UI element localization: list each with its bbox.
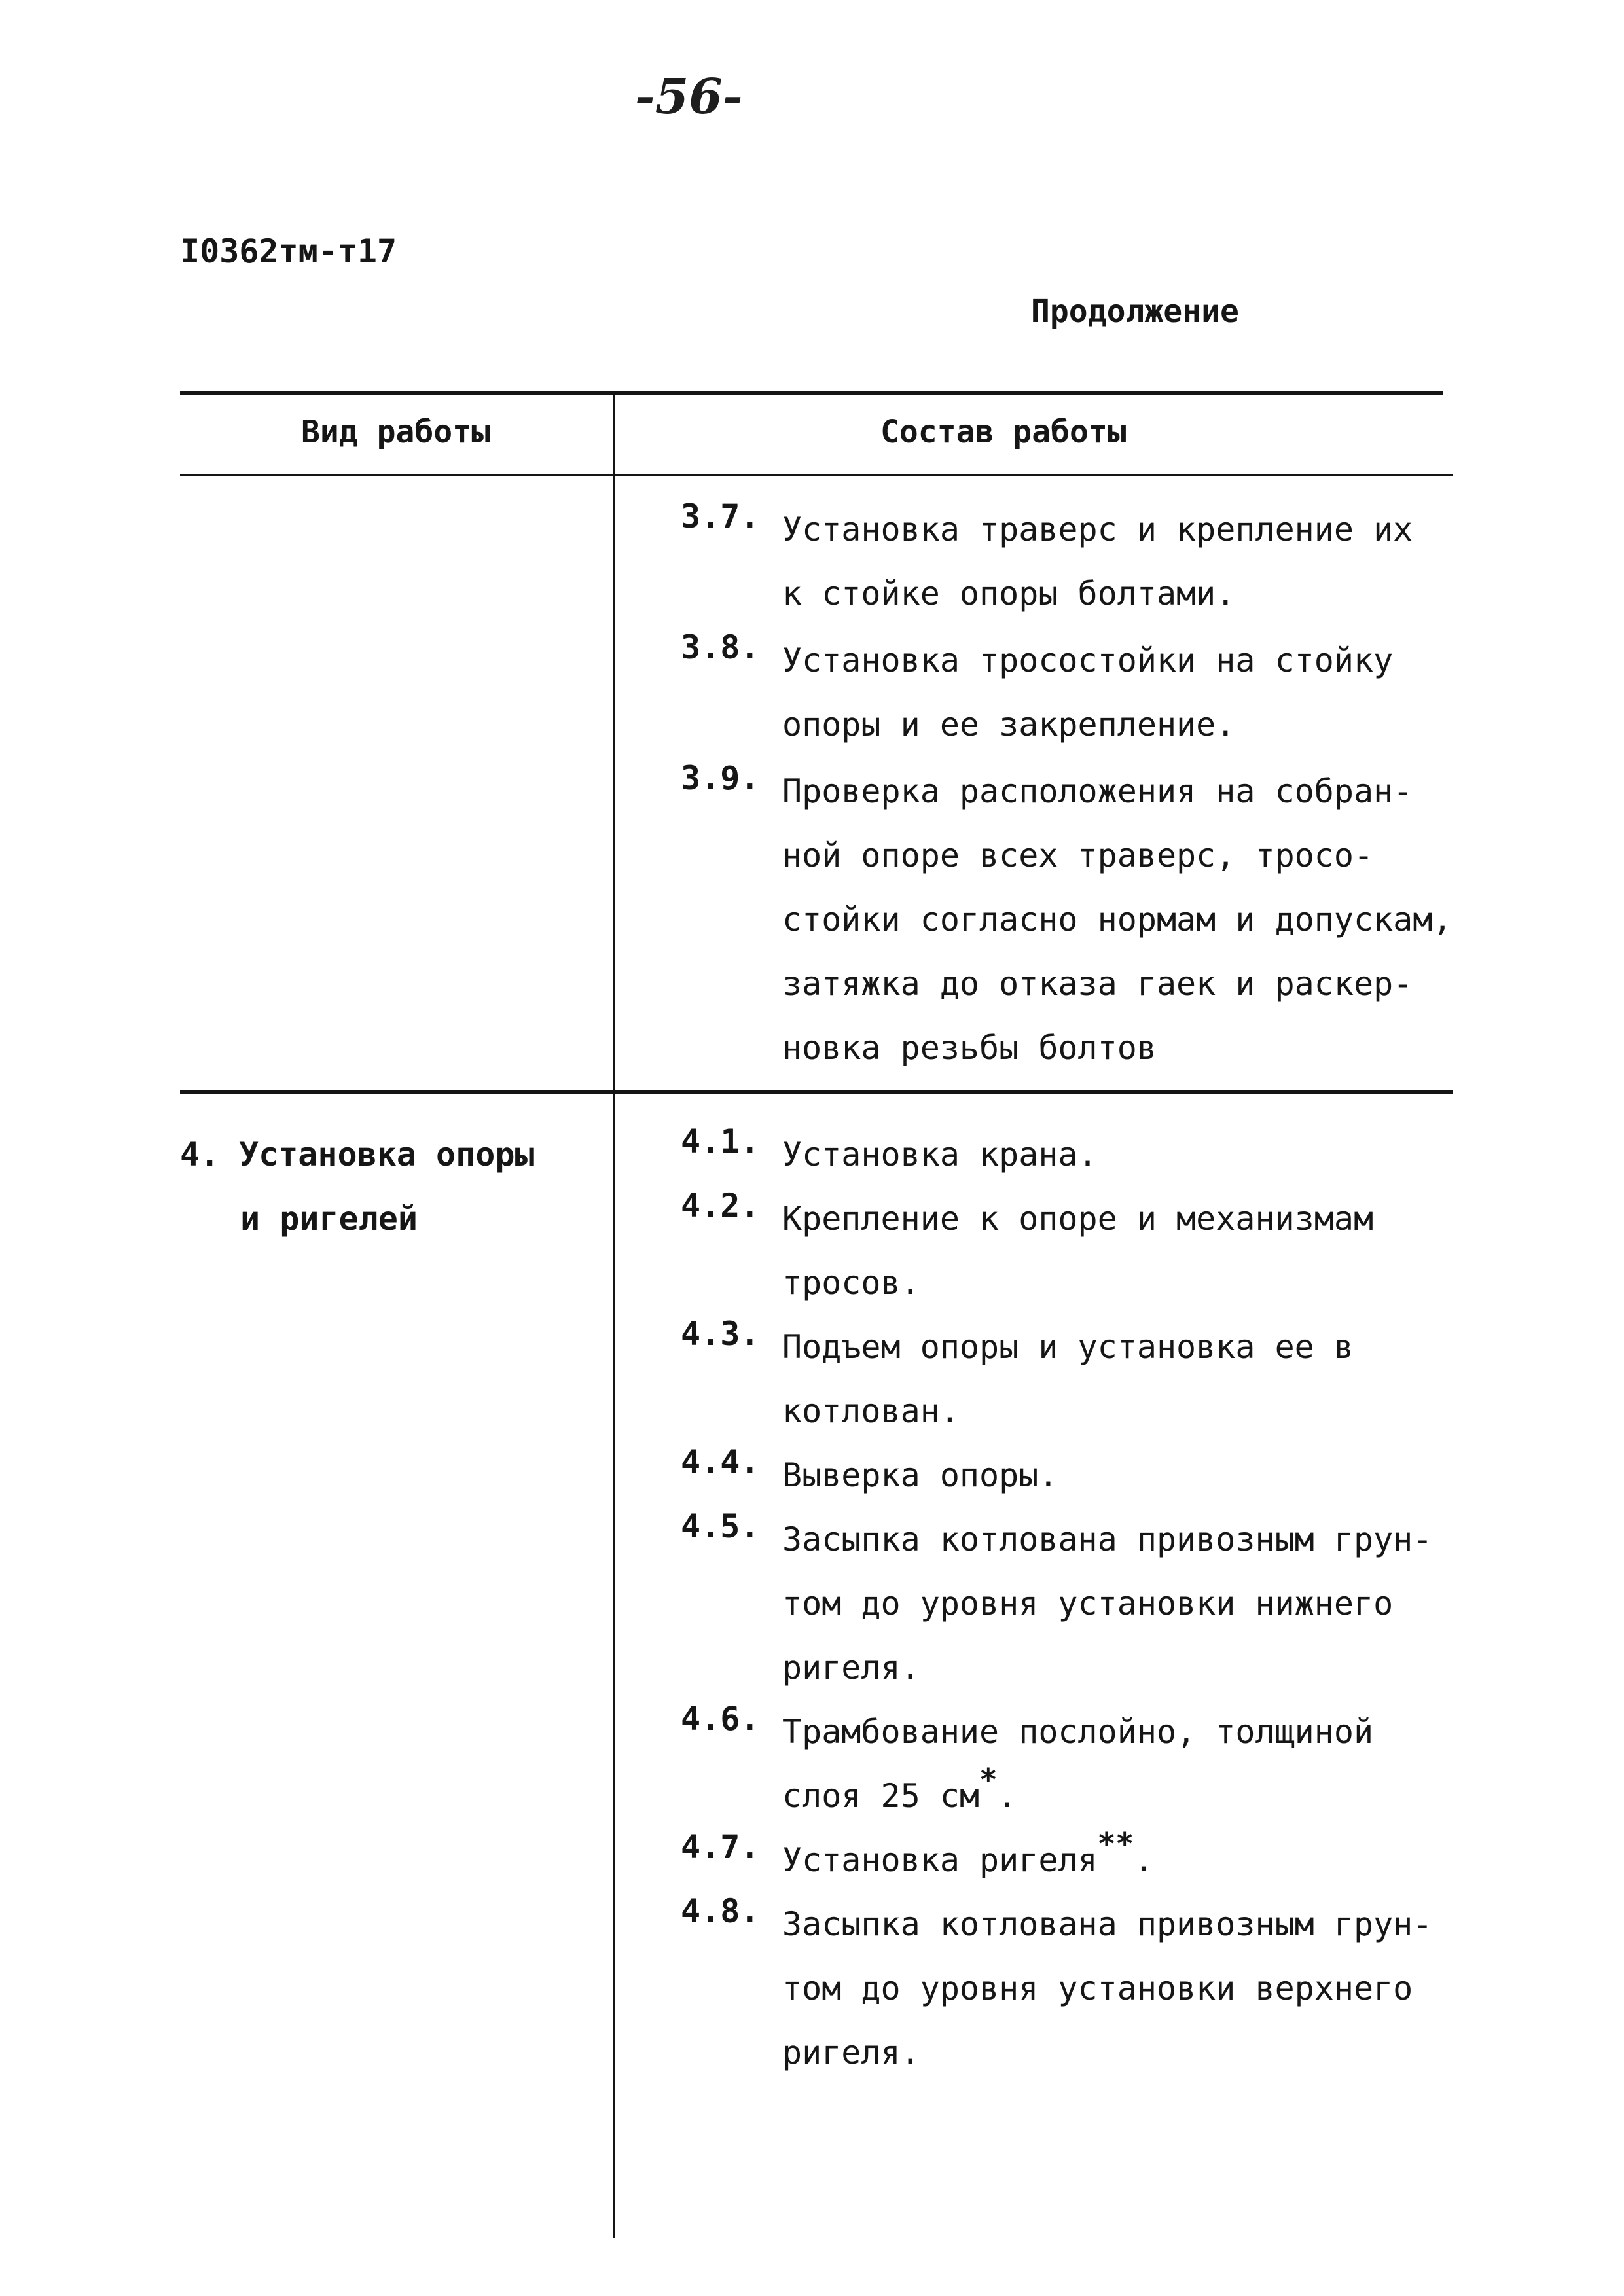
list-item-4-1	[681, 1122, 1486, 1187]
section-number: 4.	[180, 1136, 220, 1174]
footnote-mark: *	[979, 1762, 998, 1797]
column-divider	[613, 393, 615, 2238]
item-number: 4.8.	[681, 1892, 760, 1930]
list-item-4-3	[681, 1315, 1486, 1443]
section-title: Установка опоры	[239, 1136, 535, 1174]
item-text: новка резьбы болтов	[782, 1029, 1157, 1067]
header-work-composition: Состав работы	[880, 414, 1127, 450]
item-number: 4.5.	[681, 1507, 760, 1545]
item-text: Проверка расположения на собран-	[782, 772, 1413, 810]
item-text: стойки согласно нормам и допускам,	[782, 901, 1453, 939]
list-item-3-9	[681, 759, 1486, 1080]
item-text: затяжка до отказа гаек и раскер-	[782, 965, 1413, 1003]
list-item-4-6	[681, 1700, 1486, 1829]
continuation-label: Продолжение	[1031, 293, 1239, 330]
section-divider-rule	[180, 1090, 1453, 1094]
work-type-section-4	[180, 1122, 535, 1251]
item-number: 4.2.	[681, 1187, 760, 1225]
item-text: Засыпка котлована привозным грун-	[782, 1905, 1433, 1943]
item-text: котлован.	[782, 1392, 960, 1430]
item-text: Выверка опоры.	[782, 1456, 1058, 1494]
item-text: Подъем опоры и установка ее в	[782, 1328, 1354, 1366]
item-number: 4.3.	[681, 1315, 760, 1353]
list-item-4-7	[681, 1828, 1486, 1893]
table-top-rule	[180, 391, 1443, 395]
list-item-4-4	[681, 1443, 1486, 1507]
list-item-4-2	[681, 1187, 1486, 1315]
item-text: слоя 25 см	[782, 1777, 980, 1815]
document-code: I0362тм-т17	[180, 232, 397, 270]
item-number: 4.7.	[681, 1828, 760, 1866]
header-bottom-rule	[180, 474, 1453, 476]
item-number: 3.9.	[681, 759, 760, 797]
item-text: том до уровня установки нижнего	[782, 1585, 1394, 1623]
item-text: Установка тросостойки на стойку	[782, 641, 1394, 679]
item-text: том до уровня установки верхнего	[782, 1969, 1413, 2007]
list-item-4-5	[681, 1507, 1486, 1700]
item-text: ригеля.	[782, 2034, 920, 2072]
item-text-end: .	[997, 1777, 1017, 1815]
item-text: тросов.	[782, 1264, 920, 1302]
item-text: опоры и ее закрепление.	[782, 706, 1236, 744]
list-item-4-8	[681, 1892, 1486, 2085]
item-text-end: .	[1134, 1841, 1154, 1879]
item-number: 3.8.	[681, 628, 760, 666]
item-text: ной опоре всех траверс, тросо-	[782, 836, 1374, 874]
item-number: 4.1.	[681, 1122, 760, 1160]
list-item-3-7	[681, 497, 1486, 626]
item-text: Установка крана.	[782, 1136, 1098, 1174]
page-number: -56-	[635, 69, 743, 125]
item-text: Крепление к опоре и механизмам	[782, 1200, 1374, 1238]
item-text: Трамбование послойно, толщиной	[782, 1713, 1374, 1751]
item-number: 4.6.	[681, 1700, 760, 1738]
section-title-continued: и ригелей	[240, 1200, 418, 1238]
item-text: ригеля.	[782, 1649, 920, 1687]
footnote-mark: **	[1097, 1826, 1134, 1861]
header-work-type: Вид работы	[301, 414, 490, 450]
item-text: к стойке опоры болтами.	[782, 575, 1236, 613]
item-text: Установка ригеля	[782, 1841, 1098, 1879]
item-number: 4.4.	[681, 1443, 760, 1481]
item-text: Установка траверс и крепление их	[782, 511, 1413, 548]
item-text: Засыпка котлована привозным грун-	[782, 1520, 1433, 1558]
list-item-3-8	[681, 628, 1486, 757]
item-number: 3.7.	[681, 497, 760, 535]
